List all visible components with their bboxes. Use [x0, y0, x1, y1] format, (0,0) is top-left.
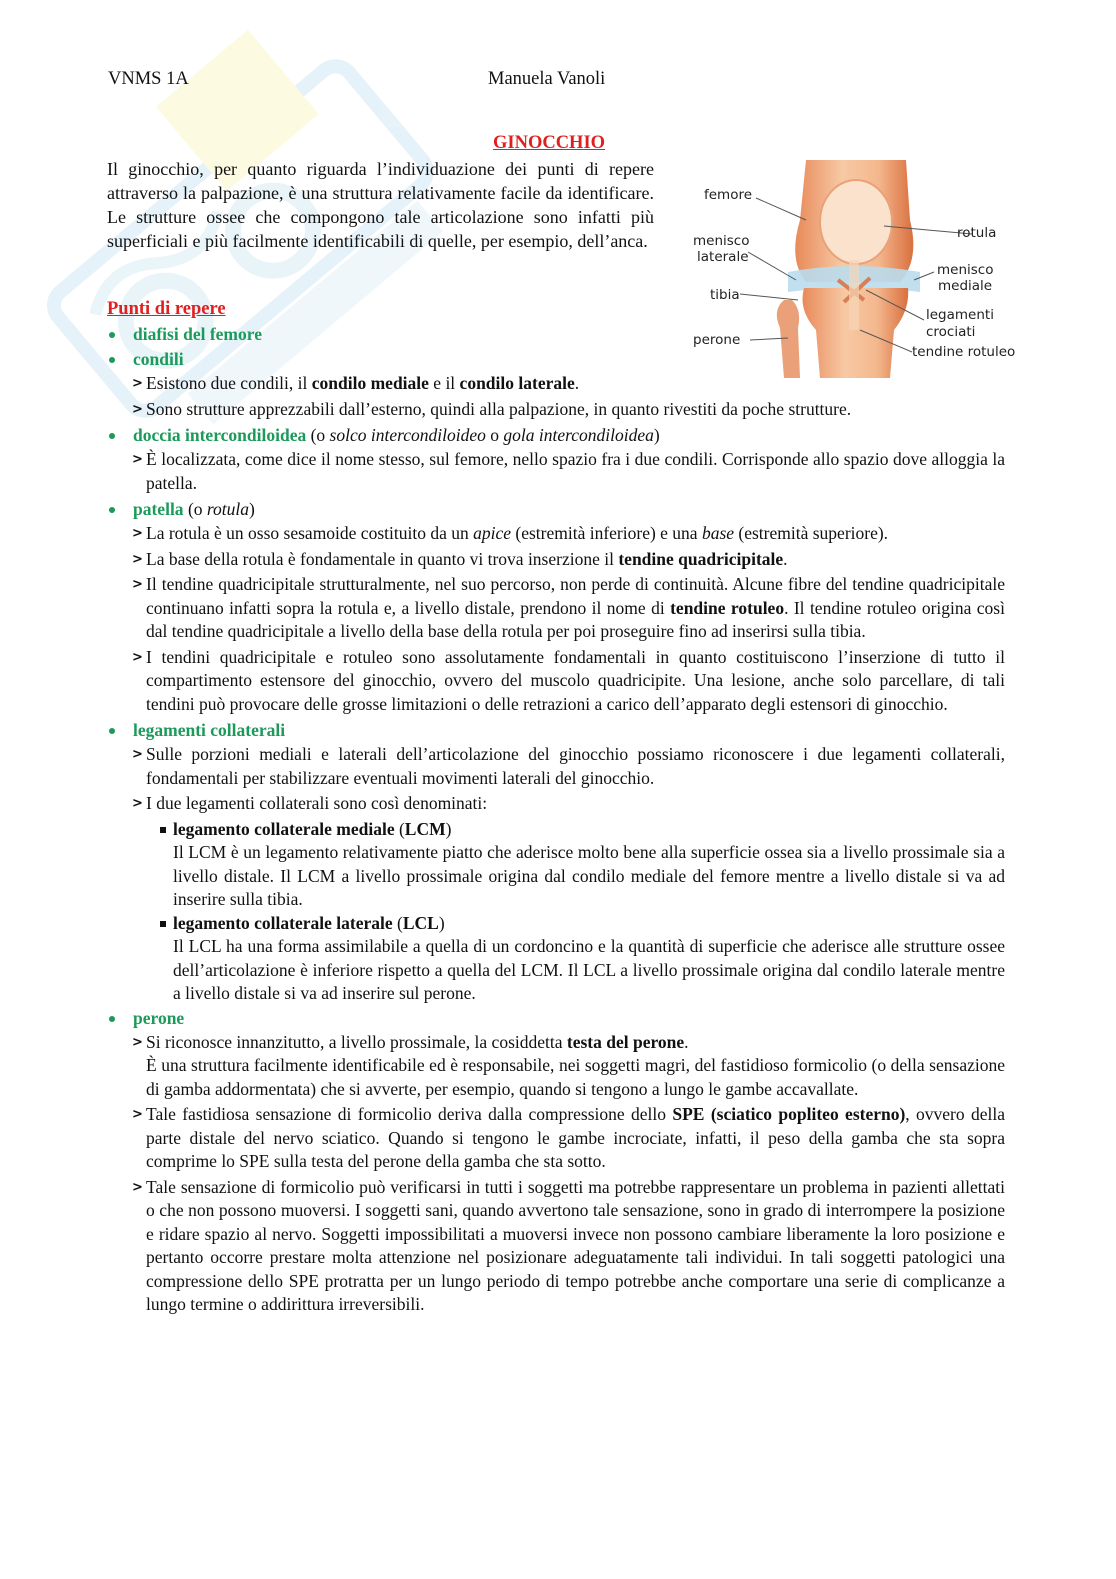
label-menisco-laterale-1: menisco	[693, 233, 750, 249]
arrow-icon: >	[132, 452, 143, 467]
bullet-icon	[109, 507, 115, 513]
label-perone: perone	[693, 332, 741, 348]
arrow-icon: >	[132, 747, 143, 762]
bullet-icon	[109, 332, 115, 338]
list-item-legamenti	[107, 718, 1005, 1006]
item-title: perone	[133, 1007, 185, 1028]
item-title: legamenti collaterali	[133, 720, 286, 740]
arrow-icon: >	[132, 376, 143, 391]
arrow-icon: >	[132, 577, 143, 592]
label-legamenti-crociati-1: legamenti	[926, 307, 994, 323]
square-bullet-icon	[160, 921, 166, 927]
repere-list	[107, 322, 1005, 1319]
list-item-doccia: doccia intercondiloidea (o solco intercondiloideo o gola intercondiloidea) > È localizzata, come dice il nome stesso, sul femore, nello spazio fra i due condili. Corrisponde allo spazio dove alloggia la patella.	[107, 423, 1005, 495]
label-menisco-laterale-2: laterale	[697, 249, 749, 265]
sub-sub-item-lcl: legamento collaterale laterale (LCL) Il LCL ha una forma assimilabile a quella di un cordoncino e la quantità di superficie che aderisce alle strutture ossee dell’articolazione è inferiore rispetto a quella del LCM. Il LCL a livello prossimale origina dal condilo laterale mentre a livello distale si va ad inserire sul perone.	[107, 912, 1005, 1006]
list-item-diafisi	[107, 322, 1005, 347]
sub-item: > Esistono due condili, il condilo mediale e il condilo laterale.	[107, 372, 1005, 396]
arrow-icon: >	[132, 649, 143, 665]
sub-item: > La base della rotula è fondamentale in quanto vi trova inserzione il tendine quadricipitale.	[107, 548, 1005, 572]
sub-item: > I tendini quadricipitale e rotuleo sono assolutamente fondamentali in quanto costituiscono l’inserzione di tutto il compartimento estensore del ginocchio, ovvero del muscolo quadricipite. Una lesione, anche solo parcellare, di tali tendini può provocare delle grosse limitazioni o delle retrazioni a carico dell’apparato degli estensori di ginocchio.	[132, 646, 1005, 714]
page-header	[108, 68, 1008, 94]
sub-item: > Sono strutture apprezzabili dall’esterno, quindi alla palpazione, in quanto rivestiti da poche strutture.	[107, 398, 1005, 422]
arrow-icon: >	[132, 551, 143, 567]
label-tibia: tibia	[710, 287, 740, 303]
list-item-patella: patella (o rotula) > La rotula è un osso sesamoide costituito da un apice (estremità inferiore) e una base (estremità superiore). > La base della rotula è fondamentale in quanto vi trova inserzione il tendine quadricipitale. > Il tendine quadricipitale strutturalmente, nel suo percorso, non perde di continuità. Alcune fibre del tendine quadricipitale continuano infatti sopra la rotula e, a livello distale, prendono il nome di tendine rotuleo. Il tendine rotuleo origina così dal tendine quadricipitale a livello della base della rotula per poi proseguire fino ad inserirsi sulla tibia. > I tendini quadricipitale e rotuleo sono assolutamente fondamentali in quanto costituiscono l’inserzione di tutto il compartimento estensore del ginocchio, ovvero del muscolo quadricipite. Una lesione, anche solo parcellare, di tali tendini può provocare delle grosse limitazioni o delle retrazioni a carico dell’apparato degli estensori di ginocchio.	[107, 497, 1005, 716]
sub-item: > Il tendine quadricipitale strutturalmente, nel suo percorso, non perde di continuità. Alcune fibre del tendine quadricipitale continuano infatti sopra la rotula e, a livello distale, prendono il nome di tendine rotuleo. Il tendine rotuleo origina così dal tendine quadricipitale a livello della base della rotula per poi proseguire fino ad inserirsi sulla tibia.	[132, 574, 1005, 641]
arrow-icon: >	[132, 1179, 143, 1195]
intro-paragraph: Il ginocchio, per quanto riguarda l’individuazione dei punti di repere attraverso la palpazione, è una struttura relativamente facile da identificare. Le strutture ossee che compongono tale articolazione sono infatti più superficiali e più facilmente identificabili di quelle, per esempio, dell’anca.	[107, 159, 654, 251]
bullet-icon	[109, 728, 115, 734]
course-code: VNMS 1A	[108, 69, 189, 89]
arrow-icon: >	[132, 526, 143, 541]
section-heading-punti-di-repere: Punti di repere	[107, 299, 226, 319]
item-title: doccia intercondiloidea	[133, 425, 307, 445]
list-item-perone	[107, 1006, 1005, 1317]
sub-item: > La rotula è un osso sesamoide costituito da un apice (estremità inferiore) e una base (estremità superiore).	[107, 522, 1005, 546]
square-bullet-icon	[160, 827, 166, 833]
sub-item: > Si riconosce innanzitutto, a livello prossimale, la cosiddetta testa del perone. È una struttura facilmente identificabile ed è responsabile, nei soggetti magri, del fastidioso formicolio (o della sensazione di gamba addormentata) che si avverte, per esempio, quando si tengono a lungo le gambe accavallate.	[132, 1031, 1005, 1099]
bullet-icon	[109, 357, 115, 363]
item-title: condili	[133, 349, 184, 369]
author-name: Manuela Vanoli	[488, 69, 606, 89]
sub-sub-item-lcm: legamento collaterale mediale (LCM) Il LCM è un legamento relativamente piatto che aderisce molto bene alla superficie ossea sia a livello prossimale sia a livello distale. Il LCM a livello prossimale origina dal condilo mediale del femore mentre a livello distale si va ad inserire sulla tibia.	[107, 818, 1005, 912]
sub-item: > Tale sensazione di formicolio può verificarsi in tutti i soggetti ma potrebbe rappresentare un problema in pazienti allettati o che non possono muoversi. I soggetti sani, quando avvertono tale sensazione, sono in grado di interrompere la posizione e ridare spazio al nervo. Soggetti impossibilitati a muoversi invece non possono cambiare liberamente la loro posizione e pertanto occorre prestare molta attenzione nel posizionare adeguatamente tali individui. In tali soggetti patologici una compressione dello SPE protratta per un lungo periodo di tempo potrebbe anche comportare una serie di complicanze a lungo termine o addirittura irreversibili.	[132, 1176, 1005, 1314]
label-menisco-mediale-1: menisco	[937, 262, 994, 278]
sub-item: > I due legamenti collaterali sono così denominati:	[107, 792, 1005, 816]
page-title: GINOCCHIO	[493, 133, 606, 153]
item-title: diafisi del femore	[133, 324, 262, 344]
label-rotula: rotula	[957, 225, 997, 241]
label-legamenti-crociati-2: crociati	[926, 324, 976, 340]
list-item-condili	[107, 347, 1005, 421]
label-tendine-rotuleo: tendine rotuleo	[912, 344, 1016, 360]
bullet-icon	[109, 1016, 115, 1022]
sub-item: > Tale fastidiosa sensazione di formicolio deriva dalla compressione dello SPE (sciatico popliteo esterno), ovvero della parte distale del nervo sciatico. Quando si tengono le gambe incrociate, infatti, il peso della gamba che sta sopra comprime lo SPE sulla testa del perone della gamba che sta sotto.	[132, 1104, 1005, 1171]
label-femore: femore	[704, 187, 753, 203]
arrow-icon: >	[132, 1034, 143, 1050]
label-menisco-mediale-2: mediale	[938, 278, 993, 294]
bullet-icon	[109, 433, 115, 439]
arrow-icon: >	[132, 1107, 143, 1122]
item-title: patella	[133, 499, 184, 519]
arrow-icon: >	[132, 401, 143, 417]
arrow-icon: >	[132, 796, 143, 811]
sub-item: > Sulle porzioni mediali e laterali dell’articolazione del ginocchio possiamo riconoscere i due legamenti collaterali, fondamentali per stabilizzare eventuali movimenti laterali del ginocchio.	[132, 744, 1005, 788]
sub-item: > È localizzata, come dice il nome stesso, sul femore, nello spazio fra i due condili. Corrisponde allo spazio dove alloggia la patella.	[132, 449, 1005, 493]
